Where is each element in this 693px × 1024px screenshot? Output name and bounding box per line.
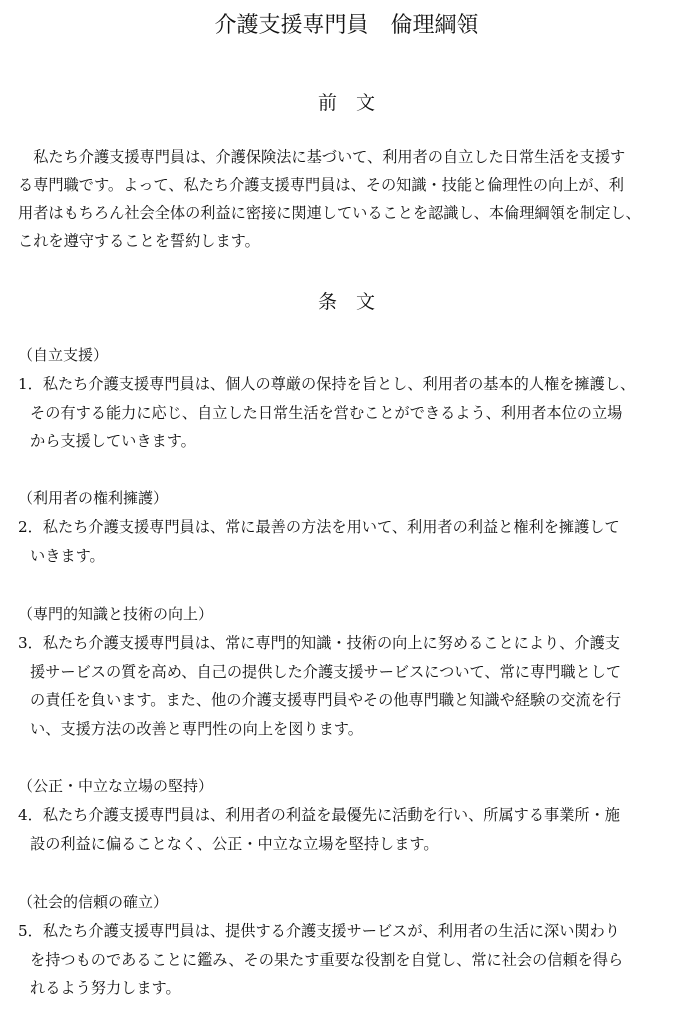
preamble-heading: 前 文 — [317, 92, 375, 114]
article-label-self-reliance: （自立支援） — [18, 346, 109, 364]
preamble-line: る専門職です。よって、私たち介護支援専門員は、その知識・技能と倫理性の向上が、利 — [18, 176, 624, 194]
article-2 — [18, 513, 683, 570]
article-line: 3．私たち介護支援専門員は、常に専門的知識・技術の向上に努めることにより、介護支 — [18, 634, 620, 652]
preamble-line: 用者はもちろん社会全体の利益に密接に関連していることを認識し、本倫理綱領を制定し、 — [18, 204, 641, 222]
article-label-social-trust: （社会的信頼の確立） — [18, 893, 169, 911]
article-3 — [18, 629, 683, 743]
article-line: れるよう努力します。 — [30, 979, 181, 997]
article-line: の責任を負います。また、他の介護支援専門員やその他専門職と知識や経験の交流を行 — [30, 691, 622, 709]
article-line: い、支援方法の改善と専門性の向上を図ります。 — [30, 719, 363, 738]
article-5 — [18, 917, 683, 1003]
article-label-rights-advocacy: （利用者の権利擁護） — [18, 489, 169, 507]
article-label-impartiality: （公正・中立な立場の堅持） — [18, 777, 214, 795]
article-line: 2．私たち介護支援専門員は、常に最善の方法を用いて、利用者の利益と権利を擁護して — [18, 518, 620, 536]
preamble-paragraph — [18, 143, 678, 255]
articles-heading: 条 文 — [317, 291, 375, 313]
article-line: 1．私たち介護支援専門員は、個人の尊厳の保持を旨とし、利用者の基本的人権を擁護し、 — [18, 375, 636, 393]
article-line: から支援していきます。 — [30, 432, 196, 450]
article-line: 設の利益に偏ることなく、公正・中立な立場を堅持します。 — [30, 834, 439, 853]
article-1 — [18, 370, 683, 456]
preamble-line: 私たち介護支援専門員は、介護保険法に基づいて、利用者の自立した日常生活を支援す — [18, 148, 626, 166]
article-line: 5．私たち介護支援専門員は、提供する介護支援サービスが、利用者の生活に深い関わり — [18, 922, 620, 940]
article-label-professional-development: （専門的知識と技術の向上） — [18, 605, 214, 623]
article-line: 援サービスの質を高め、自己の提供した介護支援サービスについて、常に専門職として — [30, 662, 622, 681]
article-line: を持つものであることに鑑み、その果たす重要な役割を自覚し、常に社会の信頼を得ら — [30, 950, 624, 969]
article-line: その有する能力に応じ、自立した日常生活を営むことができるよう、利用者本位の立場 — [30, 403, 623, 422]
preamble-line: これを遵守することを誓約します。 — [18, 232, 260, 250]
article-4 — [18, 801, 683, 858]
document-title: 介護支援専門員 倫理綱領 — [214, 13, 479, 38]
article-line: いきます。 — [30, 546, 105, 565]
article-line: 4．私たち介護支援専門員は、利用者の利益を最優先に活動を行い、所属する事業所・施 — [18, 806, 620, 824]
